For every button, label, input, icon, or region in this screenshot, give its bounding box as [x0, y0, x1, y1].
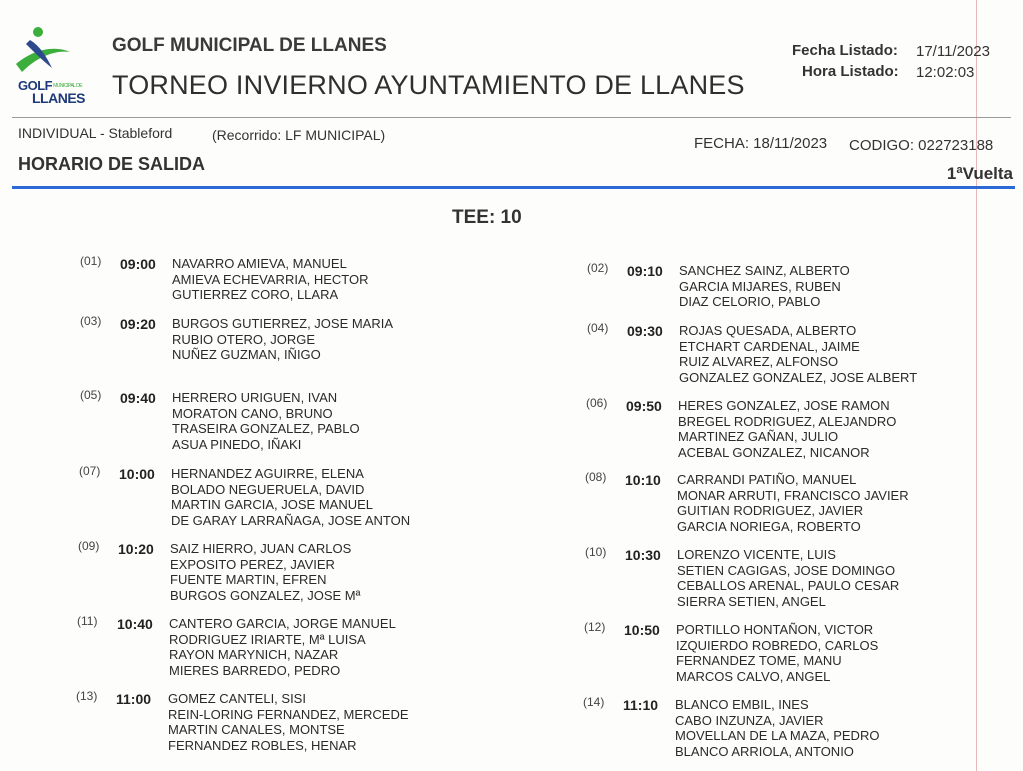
player-name: GUTIERREZ CORO, LLARA — [172, 287, 339, 303]
player-name: EXPOSITO PEREZ, JAVIER — [170, 556, 335, 572]
group-time: 09:00 — [120, 256, 156, 272]
fecha-listado-label: Fecha Listado: — [792, 42, 898, 59]
player-name: MOVELLAN DE LA MAZA, PEDRO — [675, 728, 880, 744]
player-name: IZQUIERDO ROBREDO, CARLOS — [676, 637, 879, 653]
tee-title: TEE: 10 — [452, 207, 522, 228]
player-name: RUIZ ALVAREZ, ALFONSO — [679, 354, 839, 370]
group-time: 10:20 — [118, 541, 154, 557]
player-name: GONZALEZ GONZALEZ, JOSE ALBERT — [679, 369, 918, 385]
player-name: GARCIA NORIEGA, ROBERTO — [677, 518, 861, 534]
logo-text-llanes: LLANES — [32, 90, 85, 106]
hora-listado-value: 12:02:03 — [916, 64, 975, 81]
logo-text-golf: GOLF — [18, 78, 53, 93]
player-name: RODRIGUEZ IRIARTE, Mª LUISA — [169, 631, 366, 647]
player-name: NUÑEZ GUZMAN, IÑIGO — [172, 347, 321, 363]
group-number: (03) — [80, 314, 102, 328]
tournament-code: CODIGO: 022723188 — [849, 137, 994, 154]
player-name: RUBIO OTERO, JORGE — [172, 331, 316, 347]
player-name: LORENZO VICENTE, LUIS — [677, 547, 836, 562]
group-number: (05) — [80, 388, 102, 402]
player-name: HERES GONZALEZ, JOSE RAMON — [678, 398, 890, 413]
recorrido: (Recorrido: LF MUNICIPAL) — [212, 127, 386, 143]
player-list — [170, 541, 360, 603]
logo-text — [18, 80, 85, 105]
group-number: (13) — [76, 689, 98, 703]
group-time: 10:40 — [117, 616, 153, 632]
section-divider — [12, 186, 1015, 189]
player-name: AMIEVA ECHEVARRIA, HECTOR — [172, 271, 369, 287]
group-time: 10:30 — [625, 547, 661, 563]
player-list — [172, 390, 360, 452]
player-name: BOLADO NEGUERUELA, DAVID — [171, 481, 365, 497]
player-name: RAYON MARYNICH, NAZAR — [169, 647, 339, 663]
group-time: 10:00 — [119, 466, 155, 482]
group-time: 09:20 — [120, 316, 156, 332]
player-name: NAVARRO AMIEVA, MANUEL — [172, 256, 347, 271]
player-name: MARTIN GARCIA, JOSE MANUEL — [171, 497, 374, 513]
player-list — [677, 472, 909, 534]
player-name: REIN-LORING FERNANDEZ, MERCEDE — [168, 706, 409, 722]
group-number: (06) — [586, 396, 608, 410]
player-list — [172, 316, 393, 363]
group-number: (02) — [587, 261, 609, 275]
group-time: 10:50 — [624, 622, 660, 638]
section-title: HORARIO DE SALIDA — [18, 154, 206, 174]
tournament-date: FECHA: 18/11/2023 — [694, 135, 828, 152]
tournament-title: TORNEO INVIERNO AYUNTAMIENTO DE LLANES — [112, 70, 745, 100]
player-name: CEBALLOS ARENAL, PAULO CESAR — [677, 578, 900, 594]
player-name: GARCIA MIJARES, RUBEN — [679, 278, 841, 294]
player-name: PORTILLO HONTAÑON, VICTOR — [676, 622, 874, 637]
player-name: ACEBAL GONZALEZ, NICANOR — [678, 444, 870, 460]
group-number: (01) — [80, 254, 102, 268]
player-name: MARTIN CANALES, MONTSE — [168, 722, 345, 738]
player-name: HERNANDEZ AGUIRRE, ELENA — [171, 466, 364, 481]
player-list — [168, 691, 409, 753]
group-time: 10:10 — [625, 472, 661, 488]
player-name: MIERES BARREDO, PEDRO — [169, 662, 341, 678]
player-name: BURGOS GONZALEZ, JOSE Mª — [170, 587, 361, 603]
player-name: HERRERO URIGUEN, IVAN — [172, 390, 338, 405]
group-time: 11:00 — [116, 691, 152, 707]
player-list — [679, 263, 850, 310]
player-name: SANCHEZ SAINZ, ALBERTO — [679, 263, 850, 278]
player-list — [675, 697, 879, 759]
player-name: MORATON CANO, BRUNO — [172, 405, 333, 421]
player-name: CANTERO GARCIA, JORGE MANUEL — [169, 616, 396, 631]
club-name: GOLF MUNICIPAL DE LLANES — [112, 35, 387, 56]
group-time: 09:30 — [627, 323, 663, 339]
group-time: 09:50 — [626, 398, 662, 414]
player-name: BURGOS GUTIERREZ, JOSE MARIA — [172, 316, 394, 331]
hora-listado-label: Hora Listado: — [802, 63, 899, 80]
player-name: SAIZ HIERRO, JUAN CARLOS — [170, 541, 352, 556]
group-time: 09:10 — [627, 263, 663, 279]
group-number: (04) — [587, 321, 609, 335]
player-name: BLANCO EMBIL, INES — [675, 697, 809, 712]
group-time: 09:40 — [120, 390, 156, 406]
player-list — [676, 622, 878, 684]
group-number: (08) — [585, 470, 607, 484]
player-name: ETCHART CARDENAL, JAIME — [679, 338, 860, 354]
player-name: BREGEL RODRIGUEZ, ALEJANDRO — [678, 413, 897, 429]
player-name: CARRANDI PATIÑO, MANUEL — [677, 472, 857, 487]
player-name: ASUA PINEDO, IÑAKI — [172, 436, 302, 452]
group-time: 11:10 — [623, 697, 659, 713]
player-list — [172, 256, 369, 303]
round-label: 1ªVuelta — [946, 164, 1013, 183]
page-margin-line — [976, 0, 977, 771]
player-list — [171, 466, 410, 528]
player-name: CABO INZUNZA, JAVIER — [675, 712, 824, 728]
player-list — [677, 547, 899, 609]
player-list — [679, 323, 917, 385]
group-number: (12) — [584, 620, 606, 634]
modality: INDIVIDUAL - Stableford — [18, 125, 173, 141]
player-name: FERNANDEZ TOME, MANU — [676, 653, 842, 669]
header-divider — [12, 117, 1011, 118]
player-name: DE GARAY LARRAÑAGA, JOSE ANTON — [171, 512, 411, 528]
player-name: TRASEIRA GONZALEZ, PABLO — [172, 421, 360, 437]
player-name: ROJAS QUESADA, ALBERTO — [679, 323, 857, 338]
group-number: (10) — [585, 545, 607, 559]
group-number: (07) — [79, 464, 101, 478]
player-name: BLANCO ARRIOLA, ANTONIO — [675, 743, 854, 759]
player-name: FERNANDEZ ROBLES, HENAR — [168, 737, 357, 753]
player-name: MONAR ARRUTI, FRANCISCO JAVIER — [677, 487, 909, 503]
player-name: GOMEZ CANTELI, SISI — [168, 691, 306, 706]
player-name: DIAZ CELORIO, PABLO — [679, 294, 821, 310]
player-name: MARTINEZ GAÑAN, JULIO — [678, 429, 839, 445]
player-name: SETIEN CAGIGAS, JOSE DOMINGO — [677, 562, 896, 578]
player-name: GUITIAN RODRIGUEZ, JAVIER — [677, 503, 864, 519]
player-name: FUENTE MARTIN, EFREN — [170, 572, 327, 588]
group-number: (11) — [77, 614, 98, 628]
fecha-listado-value: 17/11/2023 — [916, 43, 990, 60]
player-list — [678, 398, 896, 460]
group-number: (14) — [583, 695, 605, 709]
logo-text-small: MUNICIPAL DE — [53, 83, 83, 89]
group-number: (09) — [78, 539, 100, 553]
player-list — [169, 616, 396, 678]
player-name: MARCOS CALVO, ANGEL — [676, 668, 831, 684]
player-name: SIERRA SETIEN, ANGEL — [677, 593, 826, 609]
